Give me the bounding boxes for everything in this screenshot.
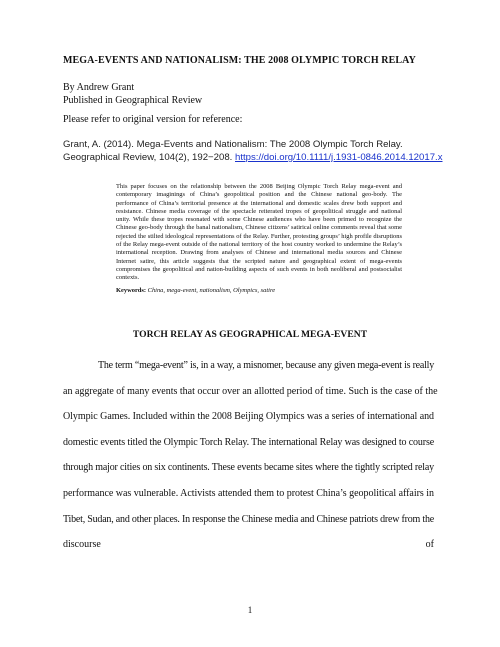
body-line: domestic events titled the Olympic Torch Relay. The international Relay was designed to course: [63, 436, 434, 448]
doi-link[interactable]: https://doi.org/10.1111/j.1931-0846.2014.12017.x: [235, 152, 443, 163]
keywords-list: China, mega-event, nationalism, Olympics, satire: [147, 287, 276, 294]
author-block: [63, 81, 202, 107]
body-line: Tibet, Sudan, and other places. In response the Chinese media and Chinese patriots drew from the: [63, 513, 434, 525]
body-line: performance was vulnerable. Activists attended them to protest China’s geopolitical affairs in: [63, 487, 434, 499]
body-line: Olympic Games. Included within the 2008 Beijing Olympics was a series of international and: [63, 411, 434, 423]
reference-note: Please refer to original version for reference:: [63, 114, 243, 125]
body-word-of: of: [425, 539, 434, 551]
section-heading: TORCH RELAY AS GEOGRAPHICAL MEGA-EVENT: [132, 329, 368, 340]
body-paragraph: [63, 360, 438, 565]
body-line-text: an aggregate of many events that occur over an allotted period of time. Such is the case of the: [63, 385, 438, 397]
paper-title: MEGA-EVENTS AND NATIONALISM: THE 2008 OLYMPIC TORCH RELAY: [63, 55, 416, 66]
body-line: through major cities on six continents. These events became sites where the tightly scripted relay: [63, 462, 434, 474]
page-number: 1: [247, 605, 253, 615]
body-line: The term “mega-event” is, in a way, a misnomer, because any given mega-event is really: [98, 360, 434, 371]
citation-text: Grant, A. (2014). Mega-Events and Nationalism: The 2008 Olympic Torch Relay. Geographical Review, 104(2), 192−208.: [63, 139, 403, 163]
keywords-label: Keywords:: [116, 287, 147, 294]
keywords: [116, 287, 275, 294]
citation: [63, 138, 443, 164]
author-line: By Andrew Grant: [63, 82, 135, 93]
body-word-discourse: discourse: [63, 539, 101, 551]
body-line: [63, 385, 438, 412]
body-line-last: [63, 539, 434, 565]
abstract: This paper focuses on the relationship between the 2008 Beijing Olympic Torch Relay mega-event and contemporary imaginings of China’s geopolitical position and the Chinese national geo-body. The performance of China’s territorial presence at the international and domestic scales drew both support and resistance. Chinese media coverage of the spectacle reiterated tropes of geopolitical struggle and national unity. While these tropes resonated with some Chinese audiences who have been primed to recognize the Chinese geo-body through the banal nationalism, Chinese citizens’ satirical online comments reveal that some rejected the stilted ideological representations of the Relay. Further, protesting groups’ high profile disruptions of the Relay mega-event outside of the national territory of the host country worked to undermine the Relay’s international reception. Drawing from analyses of Chinese and international media sources and Chinese Internet satire, this article suggests that the scripted nature and geographical extent of mega-events compromises the geopolitical and nation-building aspects of such events in both neoliberal and postsocialist contexts.: [116, 183, 402, 282]
published-line: Published in Geographical Review: [63, 95, 203, 106]
